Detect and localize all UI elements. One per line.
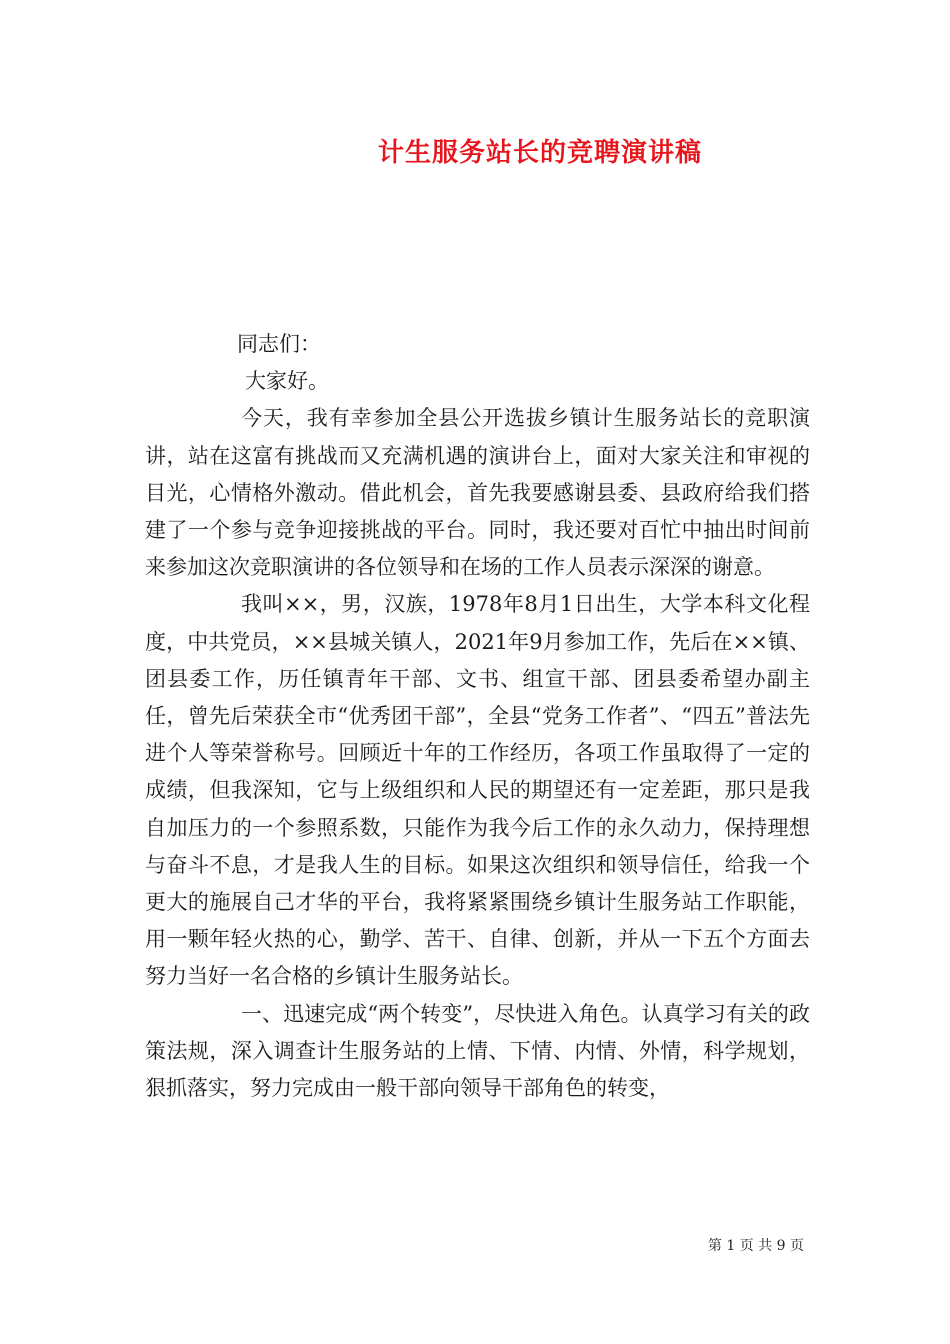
document-body xyxy=(145,326,810,1107)
greeting: 大家好。 xyxy=(245,369,329,394)
paragraph-point-one: 一、迅速完成“两个转变”，尽快进入角色。认真学习有关的政策法规，深入调查计生服务站的上情、下情、内情、外情，科学规划，狠抓落实，努力完成由一般干部向领导干部角色的转变， xyxy=(145,1001,810,1101)
salutation: 同志们： xyxy=(237,332,321,356)
paragraph-intro: 今天，我有幸参加全县公开选拔乡镇计生服务站长的竞职演讲，站在这富有挑战而又充满机遇的演讲台上，面对大家关注和审视的目光，心情格外激动。借此机会，首先我要感谢县委、县政府给我们搭建了一个参与竞争迎接挑战的平台。同时，我还要对百忙中抽出时间前来参加这次竞职演讲的各位领导和在场的工作人员表示深深的谢意。 xyxy=(145,406,810,580)
document-title: 计生服务站长的竞聘演讲稿 xyxy=(377,138,702,168)
paragraph-self-introduction: 我叫××，男，汉族，1978年8月1日出生，大学本科文化程度，中共党员，××县城关镇人，2021年9月参加工作，先后在××镇、团县委工作，历任镇青年干部、文书、组宣干部、团县委希望办副主任，曾先后荣获全市“优秀团干部”，全县“党务工作者”、“四五”普法先进个人等荣誉称号。回顾近十年的工作经历，各项工作虽取得了一定的成绩，但我深知，它与上级组织和人民的期望还有一定差距，那只是我自加压力的一个参照系数，只能作为我今后工作的永久动力，保持理想与奋斗不息，才是我人生的目标。如果这次组织和领导信任，给我一个更大的施展自己才华的平台，我将紧紧围绕乡镇计生服务站工作职能，用一颗年轻火热的心，勤学、苦干、自律、创新，并从一下五个方面去努力当好一名合格的乡镇计生服务站长。 xyxy=(145,592,810,989)
page-footer: 第 1 页 共 9 页 xyxy=(707,1238,804,1254)
